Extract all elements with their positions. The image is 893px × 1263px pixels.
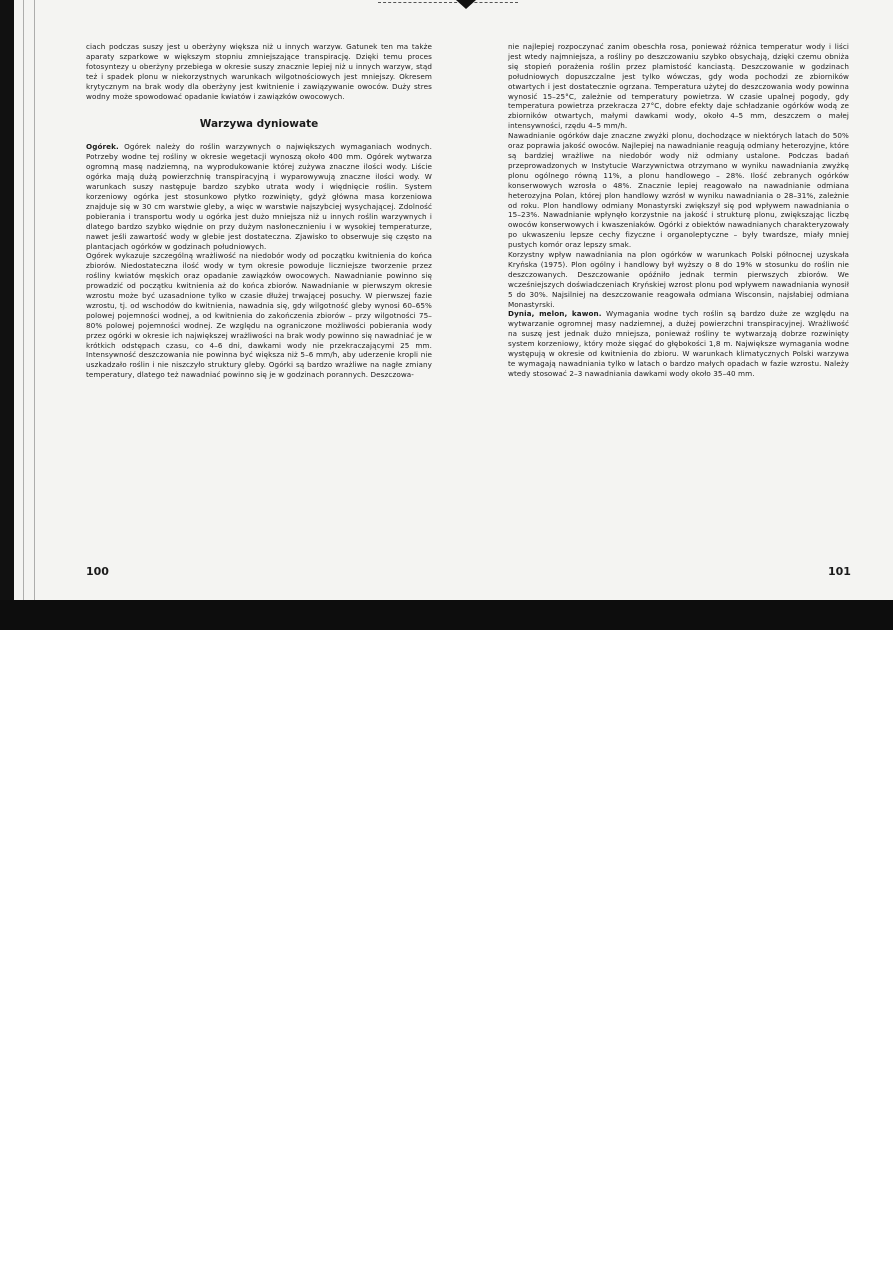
section-heading: Warzywa dyniowate (199, 118, 319, 131)
binding-edge-shadow (0, 0, 14, 630)
scanner-bottom-band (0, 600, 893, 630)
right-paragraph-3: Korzystny wpływ nawadniania na plon ogórków w warunkach Polski północnej uzyskała Kryńska (1975). Plon ogólny i handlowy był wyższy o 8 do 19% w stosunku do roślin nie deszczowanych. Deszczowanie opóźniło jednak termin pierwszych zbiorów. We wcześniejszych doświadczeniach Kryńskiej wzrost plonu pod wpływem nawadniania wynosił 5 do 30%. Najsilniej na deszczowanie reagowała odmiana Wisconsin, najsłabiej odmiana Monastyrski. (508, 250, 849, 309)
page-edge-lines (18, 0, 40, 600)
page-number-right: 101 (828, 565, 851, 578)
right-paragraph-4 (508, 309, 849, 378)
top-center-mark (456, 0, 476, 9)
top-crop-rule (378, 2, 518, 4)
right-paragraph-1: nie najlepiej rozpoczynać zanim obeschła rosa, ponieważ różnica temperatur wody i liści jest wtedy najmniejsza, a rośliny po deszczowaniu szybko obsychają, dzięki czemu obniża się stopień porażenia roślin przez plamistość kanciastą. Deszczowanie w godzinach południowych dopuszczalne jest tylko wówczas, gdy woda pochodzi ze zbiorników otwartych i jest dostatecznie ogrzana. Temperatura użytej do deszczowania wody powinna wynosić 15–25°C, zależnie od temperatury powietrza. W czasie upalnej pogody, gdy temperatura powietrza przekracza 27°C, dobre efekty daje schładzanie ogórków wodą ze zbiorników otwartych, małymi dawkami wody, około 4–5 mm, deszczem o małej intensywności, rzędu 4–5 mm/h. (508, 42, 849, 131)
left-paragraph-3: Ogórek wykazuje szczególną wrażliwość na niedobór wody od początku kwitnienia do końca zbiorów. Niedostateczna ilość wody w tym okresie powoduje liczniejsze tworzenie przez rośliny kwiatów męskich oraz opadanie zawiązków owocowych. Nawadnianie powinno się prowadzić od początku kwitnienia aż do końca zbiorów. Nawadnianie w pierwszym okresie wzrostu może być uzasadnione tylko w czasie dłużej trwającej posuchy. W pierwszej fazie wzrostu, tj. od wschodów do kwitnienia, nawadnia się, gdy wilgotność gleby wynosi 60–65% polowej pojemności wodnej, a od kwitnienia do zakończenia zbiorów – przy wilgotności 75–80% polowej pojemności wodnej. Ze względu na ograniczone możliwości pobierania wody przez ogórki w okresie ich największej wrażliwości na brak wody powinno się nawadniać je w krótkich odstępach czasu, co 4–6 dni, dawkami wody nie przekraczającymi 25 mm. Intensywność deszczowania nie powinna być większa niż 5–6 mm/h, aby uderzenie kropli nie uszkadzało roślin i nie niszczyło struktury gleby. Ogórki są bardzo wrażliwe na nagłe zmiany temperatury, dlatego też nawadniać powinno się je w godzinach porannych. Deszczowa- (86, 251, 432, 380)
ogorek-lead: Ogórek. (86, 142, 119, 152)
ogorek-text: Ogórek należy do roślin warzywnych o największych wymaganiach wodnych. Potrzeby wodne tej rośliny w okresie wegetacji wynoszą około 400 mm. Ogórek wytwarza ogromną masę nadziemną, na wyprodukowanie której zużywa znaczne ilości wody. Liście ogórka mają dużą powierzchnię transpiracyjną i wyparowywują znaczne ilości wody. W warunkach suszy następuje bardzo szybko utrata wody i więdnięcie roślin. System korzeniowy ogórka jest stosunkowo płytko rozwinięty, gdyż główna masa korzeniowa znajduje się w 30 cm warstwie gleby, a więc w warstwie najszybciej wysychającej. Zdolność pobierania i transportu wody u ogórka jest dużo mniejsza niż u innych roślin warzywnych i dlatego bardzo szybko więdnie on przy dużym nasłonecznieniu i w wysokiej temperaturze, nawet jeśli zawartość wody w glebie jest dostateczna. Zjawisko to obserwuje się często na plantacjach ogórków w godzinach południowych. (86, 142, 432, 251)
dynia-text: Wymagania wodne tych roślin są bardzo duże ze względu na wytwarzanie ogromnej masy nadziemnej, a dużej powierzchni transpiracyjnej. Wrażliwość na suszę jest jednak dużo mniejsza, ponieważ rośliny te wytwarzają dobrze rozwinięty system korzeniowy, który może sięgać do głębokości 1,8 m. Największe wymagania wodne występują w okresie od kwitnienia do zbioru. W warunkach klimatycznych Polski warzywa te wymagają nawadniania tylko w latach o bardzo małych opadach w fazie wzrostu. Należy wtedy stosować 2–3 nawadniania dawkami wody około 35–40 mm. (508, 309, 849, 378)
right-page (508, 42, 849, 379)
right-paragraph-2: Nawadnianie ogórków daje znaczne zwyżki plonu, dochodzące w niektórych latach do 50% oraz poprawia jakość owoców. Najlepiej na nawadnianie reagują odmiany heterozyjne, które są bardziej wrażliwe na niedobór wody niż odmiany ustalone. Podczas badań przeprowadzonych w Instytucie Warzywnictwa otrzymano w wyniku nawadniania zwyżkę plonu ogólnego równą 11%, a plonu handlowego – 28%. Ilość zebranych ogórków konserwowych wzrosła o 48%. Znacznie lepiej reagowało na nawadnianie odmiana heterozyjna Polan, której plon handlowy wzrósł w wyniku nawadniania o 28–31%, zależnie od roku. Plon handlowy odmiany Monastyrski zwiększył się pod wpływem nawadniania o 15–23%. Nawadnianie wpłynęło korzystnie na jakość i strukturę plonu, zwiększając liczbę owoców konserwowych i kwaszeniaków. Ogórki z obiektów nawadnianych charakteryzowały po ukwaszeniu lepsze cechy fizyczne i organoleptyczne – były twardsze, miały mniej pustych komór oraz lepszy smak. (508, 131, 849, 250)
left-paragraph-1: ciach podczas suszy jest u oberżyny większa niż u innych warzyw. Gatunek ten ma także aparaty szparkowe w większym stopniu zmniejszające transpirację. Dzięki temu proces fotosyntezy u oberżyny przebiega w okresie suszy znacznie lepiej niż u innych warzyw, stąd też i spadek plonu w niekorzystnych warunkach wilgotnościowych jest mniejszy. Okresem krytycznym na brak wody dla oberżyny jest kwitnienie i zawiązywanie owoców. Duży stres wodny może spowodować opadanie kwiatów i zawiązków owocowych. (86, 42, 432, 101)
left-paragraph-2 (86, 142, 432, 251)
left-page (86, 42, 432, 380)
page-number-left: 100 (86, 565, 109, 578)
dynia-lead: Dynia, melon, kawon. (508, 309, 602, 319)
